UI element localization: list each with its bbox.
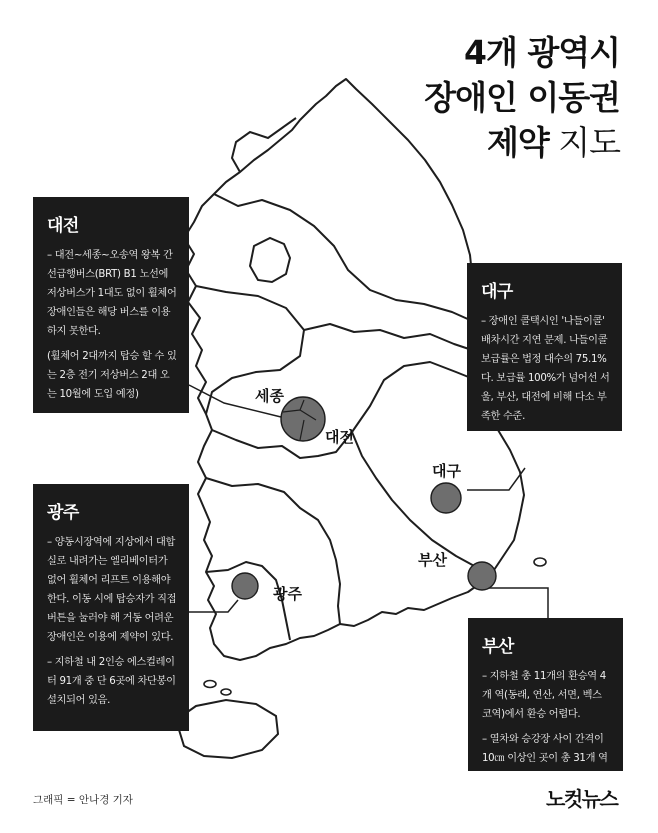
busan-heading: 부산: [482, 637, 514, 657]
title-line-2: 장애인 이동권: [424, 78, 620, 117]
daejeon-text-2: (휠체어 2대까지 탑승 할 수 있는 2층 전기 저상버스 2대 오는 10월에 도입 예정): [47, 351, 177, 400]
title-line-3-bold: 제약: [486, 123, 549, 162]
daejeon-info-box: [33, 197, 189, 413]
gwangju-heading: 광주: [47, 503, 79, 523]
title-line-3-normal: 지도: [548, 123, 620, 162]
daegu-heading: 대구: [481, 282, 513, 302]
daegu-info-box: [467, 263, 622, 431]
busan-text-1: – 지하철 총 11개의 환승역 4개 역(동래, 연산, 서면, 벡스코역)에서 환승 어렵다.: [482, 671, 606, 720]
city-label-daejeon: 대전: [325, 428, 354, 446]
busan-text-2: – 열차와 승강장 사이 간격이 10㎝ 이상인 곳이 총 31개 역: [482, 734, 608, 764]
title-line-3: [424, 120, 620, 165]
daejeon-text-1: – 대전~세종~오송역 왕복 간선급행버스(BRT) B1 노선에 저상버스가 1대도 없이 휠체어 장애인들은 해당 버스를 이용하지 못한다.: [47, 250, 177, 337]
graphic-credit: 그래픽 = 안나경 기자: [33, 794, 133, 806]
daegu-text-1: – 장애인 콜택시인 '나들이콜' 배차시간 지연 문제. 나들이콜 보급률은 법정 대수의 75.1%다. 보급률 100%가 넘어선 서울, 부산, 대전에 비해 다소 부족한 수준.: [481, 316, 610, 422]
jeju-outline: [176, 700, 278, 758]
connector-busan: [480, 588, 548, 618]
capital-region-outline: [250, 238, 290, 282]
page-title: [424, 30, 620, 165]
island: [534, 558, 546, 566]
gwangju-text-1: – 양동시장역에 지상에서 대합실로 내려가는 엘리베이터가 없어 휠체어 리프트 이용해야 한다. 이동 시에 탑승자가 직접 버튼을 눌러야 해 거동 어려운 장애인은 이용에 제약이 있다.: [47, 537, 177, 643]
city-label-busan: 부산: [418, 551, 447, 569]
city-label-gwangju: 광주: [273, 585, 302, 603]
gwangju-info-box: [33, 484, 189, 731]
publisher-logo: 노컷뉴스: [546, 787, 618, 811]
city-label-sejong: 세종: [255, 387, 284, 405]
island: [221, 689, 231, 695]
daegu-marker: [431, 483, 461, 513]
city-label-daegu: 대구: [432, 462, 461, 480]
gwangju-marker: [232, 573, 258, 599]
title-line-1: 4개 광역시: [464, 33, 620, 72]
busan-info-box: [468, 618, 623, 771]
daejeon-heading: 대전: [47, 216, 79, 236]
busan-marker: [468, 562, 496, 590]
island: [204, 681, 216, 688]
gwangju-text-2: – 지하철 내 2인승 에스컬레이터 91개 중 단 6곳에 차단봉이 설치되어 있음.: [47, 657, 176, 706]
